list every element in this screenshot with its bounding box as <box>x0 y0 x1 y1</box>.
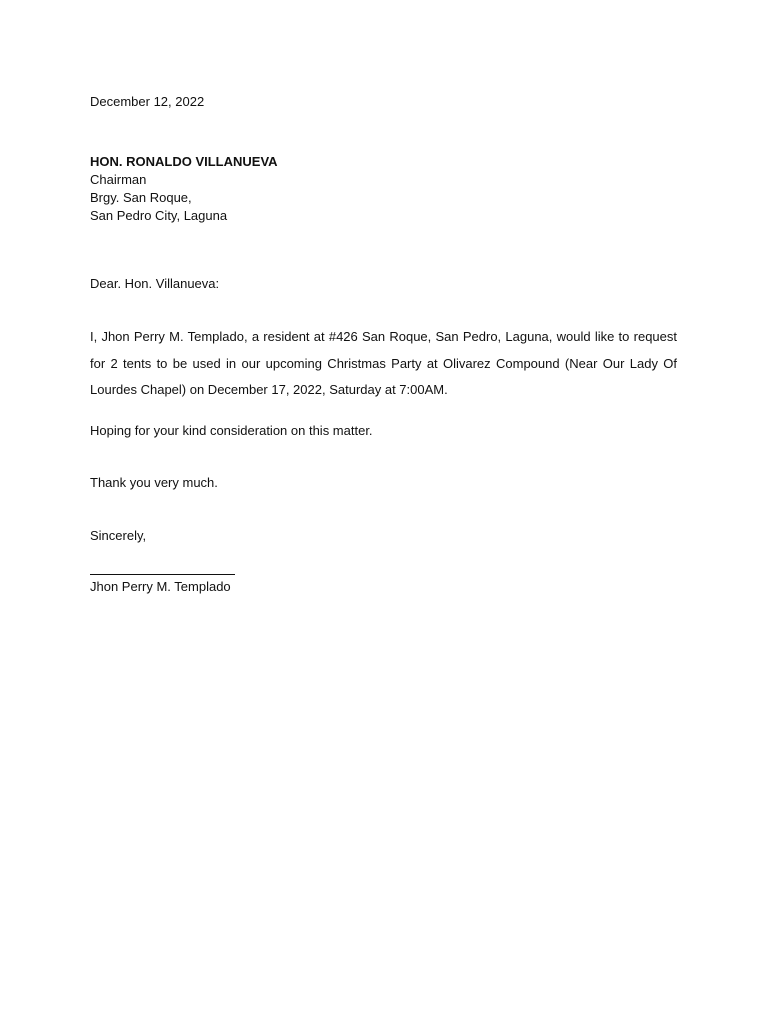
body-paragraph-thanks: Thank you very much. <box>90 475 218 490</box>
recipient-title: Chairman <box>90 172 147 187</box>
closing: Sincerely, <box>90 528 147 543</box>
recipient-address-line1: Brgy. San Roque, <box>90 190 192 205</box>
letter-date: December 12, 2022 <box>90 94 205 109</box>
signature-line <box>90 574 235 575</box>
recipient-address-line2: San Pedro City, Laguna <box>90 208 228 223</box>
body-paragraph-consideration: Hoping for your kind consideration on this matter. <box>90 423 373 438</box>
salutation: Dear. Hon. Villanueva: <box>90 276 220 291</box>
signer-name: Jhon Perry M. Templado <box>90 579 231 594</box>
recipient-block <box>90 153 278 225</box>
recipient-name: HON. RONALDO VILLANUEVA <box>90 154 278 169</box>
body-paragraph-request: I, Jhon Perry M. Templado, a resident at #426 San Roque, San Pedro, Laguna, would like to request for 2 tents to be used in our upcoming Christmas Party at Olivarez Compound (Near Our Lady Of Lourdes Chapel) on December 17, 2022, Saturday at 7:00AM. <box>90 329 677 397</box>
